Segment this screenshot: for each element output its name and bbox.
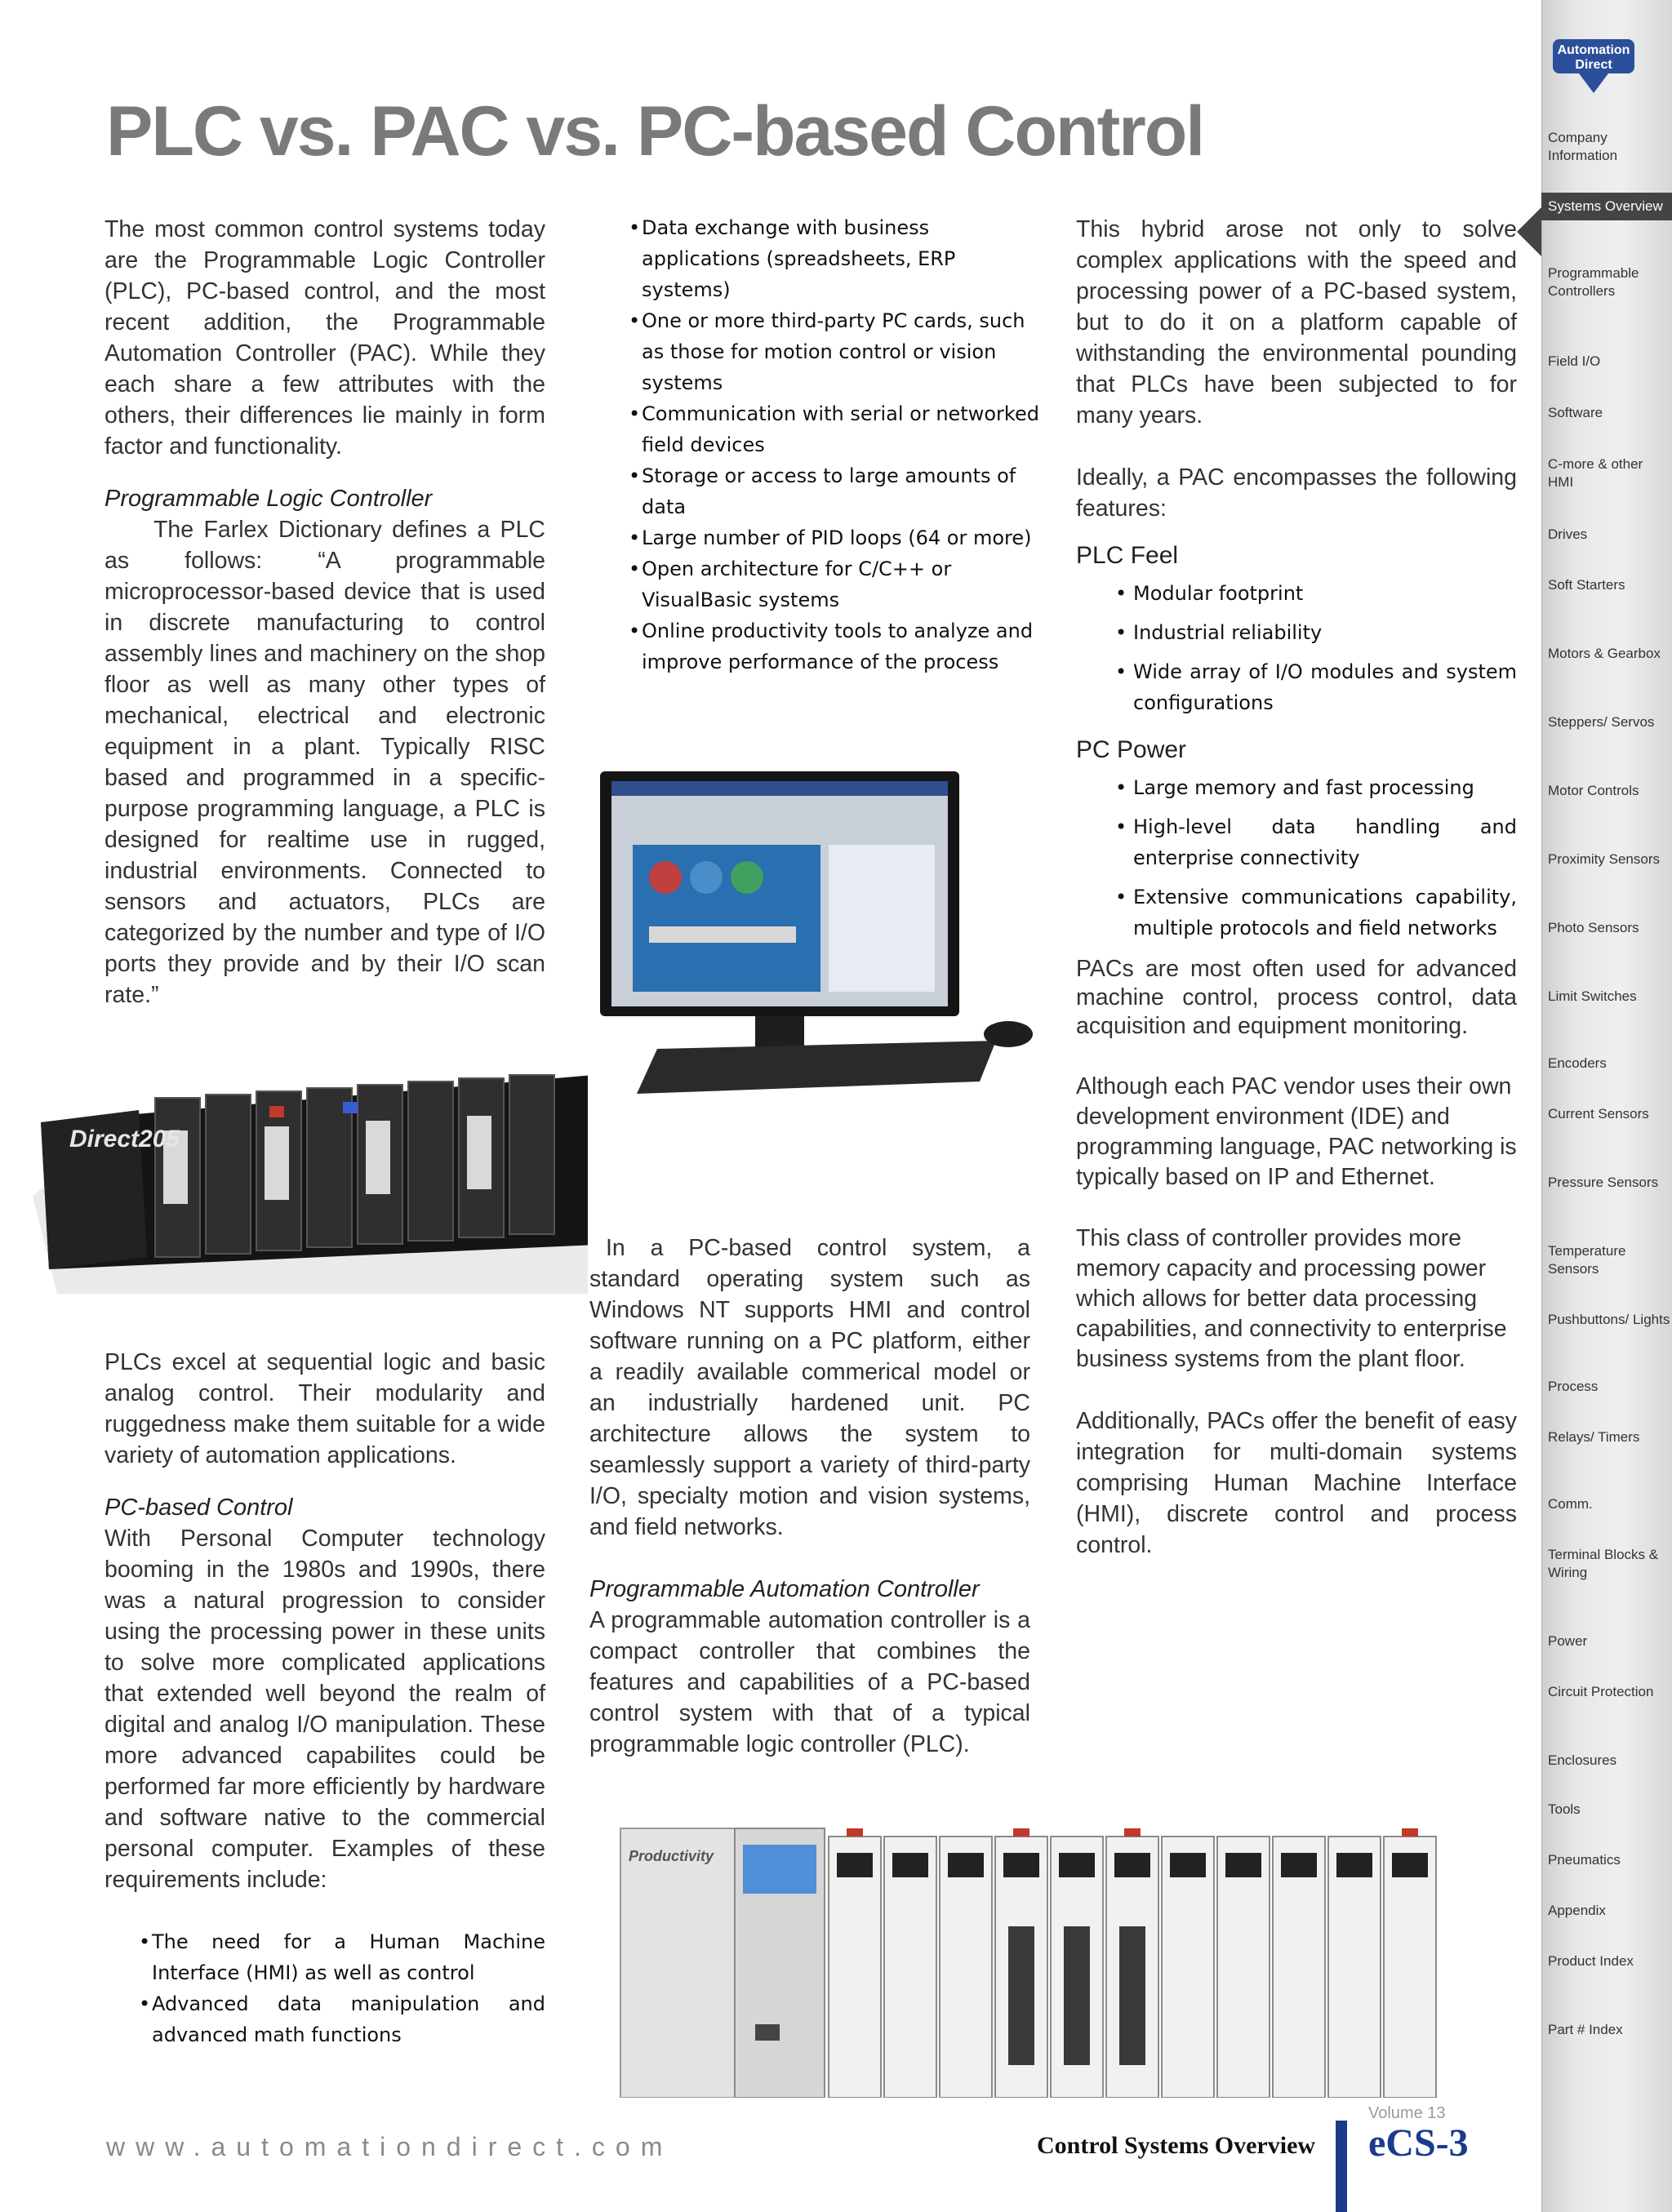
tab-tools[interactable]: Tools bbox=[1548, 1801, 1581, 1817]
column-1-top bbox=[104, 214, 545, 1042]
list-item: • Large number of PID loops (64 or more) bbox=[629, 522, 1045, 553]
tab-pushbuttons-lights[interactable]: Pushbuttons/ Lights bbox=[1548, 1312, 1670, 1327]
footer-volume: Volume 13 bbox=[1368, 2104, 1446, 2122]
tab-pneumatics[interactable]: Pneumatics bbox=[1548, 1852, 1621, 1868]
ideally-paragraph: Ideally, a PAC encompasses the following features: bbox=[1076, 464, 1517, 522]
pac-paragraph: A programmable automation controller is a compact controller that combines the features and capabilities of a PC-based control system with that of a typical programmable logic controller (PLC). bbox=[589, 1607, 1030, 1757]
pc-power-heading: PC Power bbox=[1076, 736, 1187, 763]
tab-appendix[interactable]: Appendix bbox=[1548, 1903, 1606, 1918]
list-item: • Modular footprint bbox=[1115, 578, 1517, 609]
tab-pressure-sensors[interactable]: Pressure Sensors bbox=[1548, 1175, 1659, 1190]
list-item: • One or more third-party PC cards, such as those for motion control or vision systems bbox=[629, 305, 1045, 398]
additionally-paragraph: Additionally, PACs offer the benefit of easy integration for multi-domain systems comprising Human Machine Interface (HMI), discrete control and process control. bbox=[1076, 1408, 1517, 1558]
pc-requirements-list-1 bbox=[139, 1926, 545, 2050]
pc-based-paragraph: With Personal Computer technology booming in the 1980s and 1990s, there was a natural progression to consider using the processing power in these units to solve more complicated applications that extended well beyond the realm of digital and analog I/O manipulation. These more advanced capabilites could be performed far more efficiently by hardware and software native to the commercial personal computer. Examples of these requirements include: bbox=[104, 1526, 545, 1893]
automation-direct-logo bbox=[1548, 33, 1639, 98]
tab-encoders[interactable]: Encoders bbox=[1548, 1055, 1607, 1071]
plc-feel-heading: PLC Feel bbox=[1076, 542, 1179, 569]
list-item: • Online productivity tools to analyze and improve performance of the process bbox=[629, 615, 1045, 677]
tab-software[interactable]: Software bbox=[1548, 405, 1603, 420]
tab-part-index[interactable]: Part # Index bbox=[1548, 2022, 1623, 2037]
tab-circuit-protection[interactable]: Circuit Protection bbox=[1548, 1684, 1654, 1699]
tab-terminal-blocks-wiring[interactable]: Terminal Blocks & Wiring bbox=[1548, 1547, 1659, 1580]
tab-motor-controls[interactable]: Motor Controls bbox=[1548, 783, 1639, 798]
pac-rack-image bbox=[612, 1804, 1470, 2098]
intro-paragraph: The most common control systems today are the Programmable Logic Controller (PLC), PC-based control, and the most recent addition, the Programmable Automation Controller (PAC). While they each share a few attributes with the others, their differences lie mainly in form factor and functionality. bbox=[104, 216, 545, 460]
footer-url[interactable]: www.automationdirect.com bbox=[106, 2132, 674, 2161]
active-tab-arrow bbox=[1517, 207, 1541, 256]
tab-temperature-sensors[interactable]: Temperature Sensors bbox=[1548, 1243, 1626, 1277]
plc-brand-label: Direct205 bbox=[69, 1126, 180, 1153]
plc-rack-image bbox=[24, 1024, 588, 1294]
tab-photo-sensors[interactable]: Photo Sensors bbox=[1548, 920, 1639, 935]
pac-heading: Programmable Automation Controller bbox=[589, 1576, 980, 1602]
page-title: PLC vs. PAC vs. PC-based Control bbox=[106, 92, 1204, 171]
list-item: • The need for a Human Machine Interface (HMI) as well as control bbox=[139, 1926, 545, 1988]
column-3 bbox=[1076, 214, 1517, 1592]
list-item: • Extensive communications capability, multiple protocols and field networks bbox=[1115, 882, 1517, 944]
list-item: • Large memory and fast processing bbox=[1115, 772, 1517, 803]
list-item: • Wide array of I/O modules and system configurations bbox=[1115, 656, 1517, 718]
footer-section-title: Control Systems Overview bbox=[1037, 2132, 1316, 2159]
pc-system-paragraph: In a PC-based control system, a standard operating system such as Windows NT supports HMI and control software running on a PC platform, either a readily available commerical model or an industrially hardened unit. PC architecture allows the system to seamlessly support a variety of third-party I/O, specialty motion and vision systems, and field networks. bbox=[589, 1235, 1030, 1540]
pc-power-list bbox=[1115, 772, 1517, 944]
tab-comm[interactable]: Comm. bbox=[1548, 1496, 1593, 1512]
pac-brand-label: Productivity bbox=[629, 1848, 714, 1864]
tab-programmable-controllers[interactable]: Programmable Controllers bbox=[1548, 265, 1639, 299]
list-item: • Advanced data manipulation and advanced math functions bbox=[139, 1988, 545, 2050]
tab-systems-overview[interactable]: Systems Overview bbox=[1541, 193, 1672, 220]
tab-relays-timers[interactable]: Relays/ Timers bbox=[1548, 1429, 1640, 1445]
tab-process[interactable]: Process bbox=[1548, 1379, 1599, 1394]
tab-current-sensors[interactable]: Current Sensors bbox=[1548, 1106, 1649, 1122]
plc-definition: The Farlex Dictionary defines a PLC as follows: “A programmable microprocessor-based device that is used in discrete manufacturing to control assembly lines and machinery on the shop floor as well as many other types of mechanical, electrical and electronic equipment in a plant. Typically RISC based and programmed in a specific-purpose programming language, a PLC is designed for realtime use in rugged, industrial environments. Connected to sensors and actuators, PLCs are categorized by the number and type of I/O ports they provide and by their I/O scan rate.” bbox=[104, 517, 545, 1008]
pac-photo bbox=[612, 1804, 1470, 2098]
plc-excel-paragraph: PLCs excel at sequential logic and basic analog control. Their modularity and ruggedness make them suitable for a wide variety of automation applications. bbox=[104, 1349, 545, 1468]
list-item: • Storage or access to large amounts of data bbox=[629, 460, 1045, 522]
plc-heading: Programmable Logic Controller bbox=[104, 486, 433, 512]
vendor-paragraph: Although each PAC vendor uses their own development environment (IDE) and programming language, PAC networking is typically based on IP and Ethernet. bbox=[1076, 1073, 1517, 1190]
tab-limit-switches[interactable]: Limit Switches bbox=[1548, 988, 1637, 1004]
list-item: • Open architecture for C/C++ or VisualBasic systems bbox=[629, 553, 1045, 615]
tab-product-index[interactable]: Product Index bbox=[1548, 1953, 1634, 1969]
controller-class-paragraph: This class of controller provides more memory capacity and processing power which allows for better data processing capabilities, and connectivity to enterprise business systems from the plant floor. bbox=[1076, 1225, 1507, 1372]
list-item: • Data exchange with business applications (spreadsheets, ERP systems) bbox=[629, 212, 1045, 305]
tab-enclosures[interactable]: Enclosures bbox=[1548, 1752, 1617, 1768]
hybrid-paragraph: This hybrid arose not only to solve complex applications with the speed and processing power of a PC-based system, but to do it on a platform capable of withstanding the environmental pounding that PLCs have been subjected to for many years. bbox=[1076, 216, 1517, 429]
tab-cmore-hmi[interactable]: C-more & other HMI bbox=[1548, 456, 1643, 490]
plc-photo bbox=[24, 1024, 588, 1294]
plc-feel-list bbox=[1115, 578, 1517, 718]
tab-field-io[interactable]: Field I/O bbox=[1548, 353, 1601, 369]
tab-company-information[interactable]: Company Information bbox=[1548, 130, 1618, 163]
tab-motors-gearbox[interactable]: Motors & Gearbox bbox=[1548, 646, 1661, 661]
tab-steppers-servos[interactable]: Steppers/ Servos bbox=[1548, 714, 1655, 730]
footer-accent-bar bbox=[1336, 2121, 1347, 2212]
list-item: • Communication with serial or networked field devices bbox=[629, 398, 1045, 460]
tab-power[interactable]: Power bbox=[1548, 1633, 1588, 1649]
pc-requirements-list-2 bbox=[629, 212, 1045, 677]
logo-mark bbox=[1548, 33, 1639, 98]
tab-drives[interactable]: Drives bbox=[1548, 526, 1588, 542]
column-1-bottom bbox=[104, 1347, 545, 2050]
pacs-used-paragraph: PACs are most often used for advanced machine control, process control, data acquisition and equipment monitoring. bbox=[1076, 956, 1517, 1039]
list-item: • High-level data handling and enterprise connectivity bbox=[1115, 811, 1517, 873]
logo-line-2: Direct bbox=[1575, 58, 1612, 72]
tab-soft-starters[interactable]: Soft Starters bbox=[1548, 577, 1625, 593]
pc-photo bbox=[600, 771, 1057, 1098]
pc-monitor-image bbox=[600, 771, 1057, 1098]
list-item: • Industrial reliability bbox=[1115, 617, 1517, 648]
pc-based-heading: PC-based Control bbox=[104, 1495, 293, 1521]
tab-proximity-sensors[interactable]: Proximity Sensors bbox=[1548, 851, 1660, 867]
logo-line-1: Automation bbox=[1557, 43, 1630, 57]
footer-page-number: eCS-3 bbox=[1368, 2121, 1469, 2165]
column-2-bottom bbox=[589, 1233, 1030, 1791]
